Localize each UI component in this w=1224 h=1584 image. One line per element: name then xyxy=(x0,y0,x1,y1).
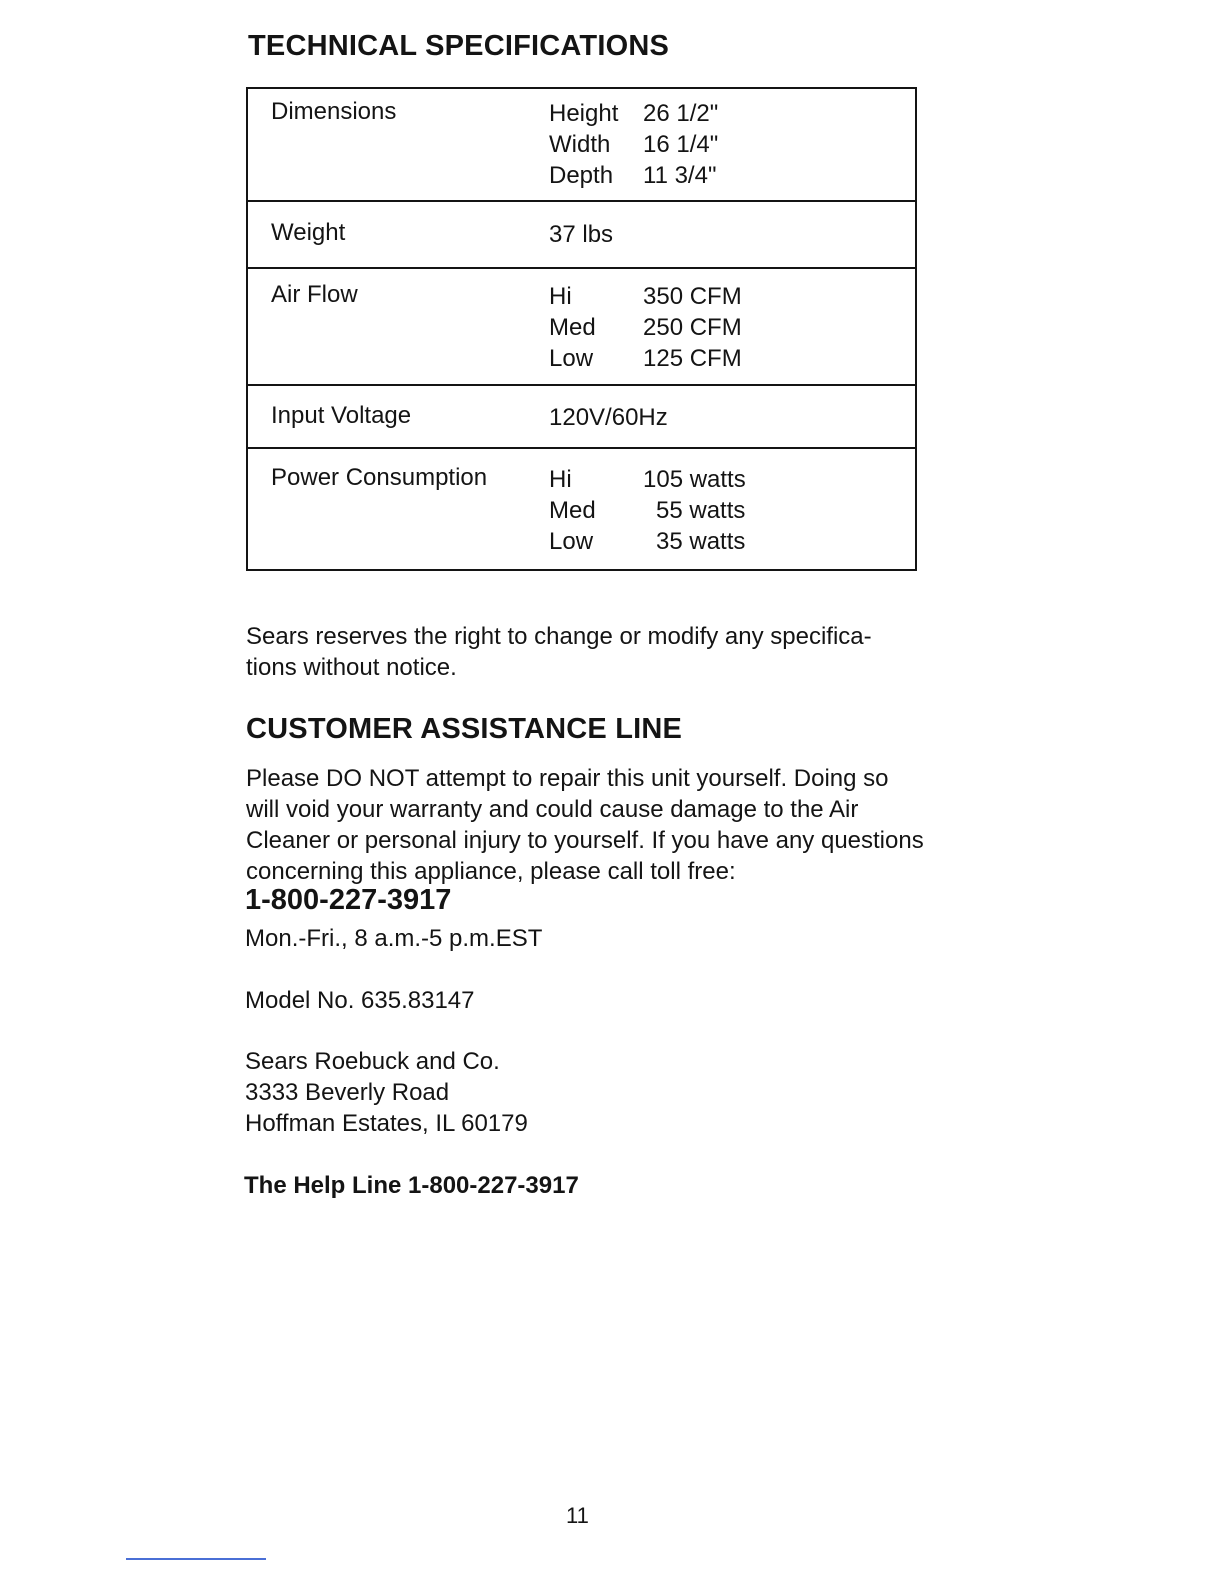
spec-value: 11 3/4" xyxy=(643,162,717,189)
spec-label: Dimensions xyxy=(271,98,397,125)
spec-key: Med xyxy=(549,497,596,524)
spec-values xyxy=(549,219,613,250)
model-number: Model No. 635.83147 xyxy=(245,987,475,1014)
spec-value: 105 watts xyxy=(643,466,746,493)
spec-value: 37 lbs xyxy=(549,221,614,248)
spec-label: Air Flow xyxy=(271,281,358,308)
service-hours: Mon.-Fri., 8 a.m.-5 p.m.EST xyxy=(245,925,543,952)
help-line: The Help Line 1-800-227-3917 xyxy=(244,1172,579,1199)
spec-value-line xyxy=(549,219,613,250)
spec-value: 16 1/4" xyxy=(643,131,719,158)
phone-number: 1-800-227-3917 xyxy=(245,884,452,916)
spec-label: Weight xyxy=(271,219,346,246)
spec-key: Hi xyxy=(549,466,572,493)
customer-assistance-title: CUSTOMER ASSISTANCE LINE xyxy=(246,713,683,745)
spec-value: 120V/60Hz xyxy=(549,404,668,431)
spec-value: 26 1/2" xyxy=(643,100,719,127)
spec-key: Width xyxy=(549,131,611,158)
spec-row-input-voltage xyxy=(248,386,915,449)
spec-values xyxy=(549,464,746,557)
spec-value-line xyxy=(549,98,718,129)
spec-value-line xyxy=(549,495,746,526)
spec-key: Low xyxy=(549,528,594,555)
spec-row-air-flow xyxy=(248,269,915,386)
spec-label: Power Consumption xyxy=(271,464,488,491)
specifications-table xyxy=(246,87,917,571)
spec-values xyxy=(549,98,718,191)
spec-value: 55 watts xyxy=(656,497,746,524)
spec-value: 350 CFM xyxy=(643,283,742,310)
spec-value-line xyxy=(549,312,742,343)
spec-value-line xyxy=(549,464,746,495)
spec-row-dimensions xyxy=(248,89,915,202)
spec-value-line xyxy=(549,160,718,191)
scan-edge-line xyxy=(126,1558,266,1560)
address-company: Sears Roebuck and Co. xyxy=(245,1048,500,1075)
address-street: 3333 Beverly Road xyxy=(245,1079,450,1106)
spec-row-weight xyxy=(248,202,915,269)
spec-value-line xyxy=(549,129,718,160)
spec-value-line xyxy=(549,281,742,312)
spec-value-line xyxy=(549,402,668,433)
spec-value: 125 CFM xyxy=(643,345,742,372)
spec-key: Depth xyxy=(549,162,614,189)
assistance-paragraph: Please DO NOT attempt to repair this unit yourself. Doing so will void your warranty and could cause damage to the Air Cleaner or personal injury to yourself. If you have any questions concerning this appliance, please call toll free: xyxy=(246,765,924,885)
technical-specifications-title: TECHNICAL SPECIFICATIONS xyxy=(248,30,670,62)
spec-key: Med xyxy=(549,314,596,341)
spec-value: 35 watts xyxy=(656,528,746,555)
spec-value-line xyxy=(549,343,742,374)
spec-values xyxy=(549,402,668,433)
page-number: 11 xyxy=(566,1503,589,1528)
spec-key: Hi xyxy=(549,283,572,310)
address-city: Hoffman Estates, IL 60179 xyxy=(245,1110,528,1137)
disclaimer-text: Sears reserves the right to change or modify any specifica- tions without notice. xyxy=(246,623,872,681)
spec-value-line xyxy=(549,526,746,557)
spec-label: Input Voltage xyxy=(271,402,412,429)
spec-key: Low xyxy=(549,345,594,372)
spec-key: Height xyxy=(549,100,619,127)
spec-values xyxy=(549,281,742,374)
spec-value: 250 CFM xyxy=(643,314,742,341)
spec-row-power-consumption xyxy=(248,449,915,569)
